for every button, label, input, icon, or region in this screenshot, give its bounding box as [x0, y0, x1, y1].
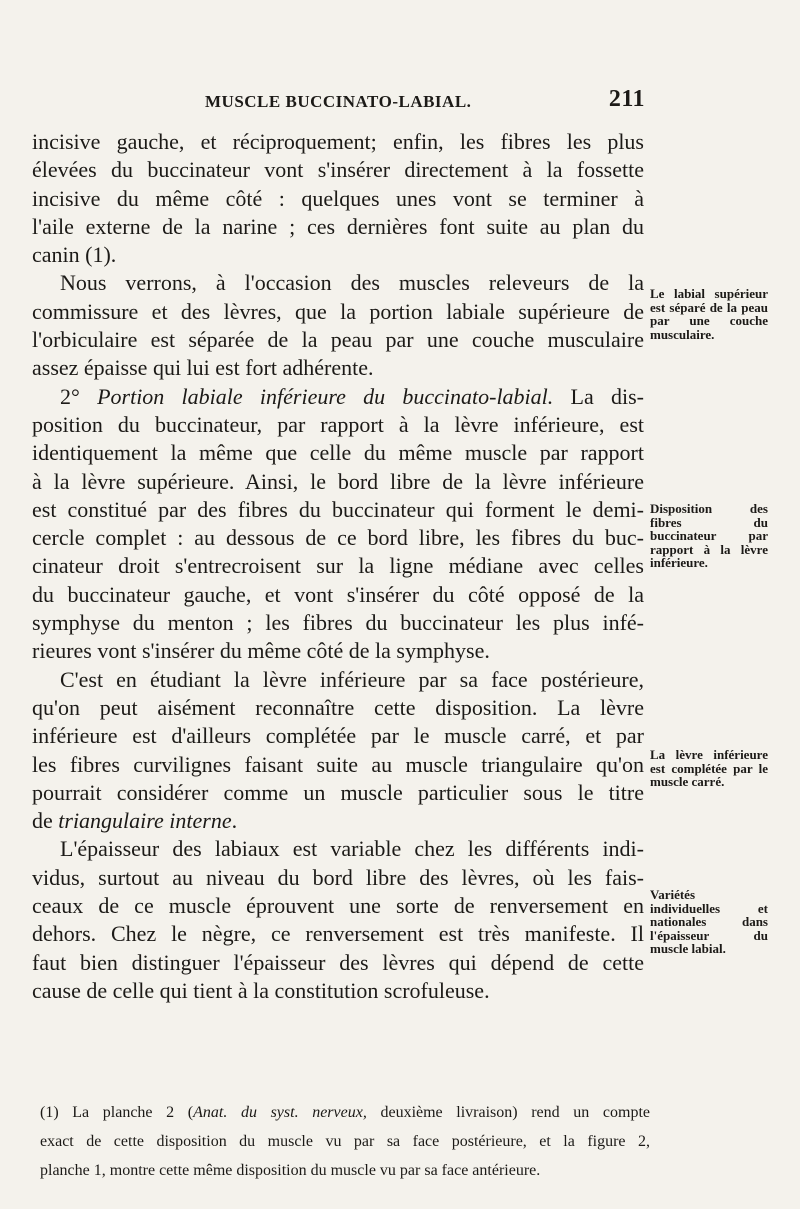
sidenote-2: Disposition des fibres du buccinateur par rapport à la lèvre inférieure. — [650, 501, 768, 570]
footnote-prefix: (1) La planche 2 ( — [40, 1104, 194, 1121]
heading-continuation: La dis- — [553, 383, 645, 409]
text-line: cause de celle qui tient à la constitution scrofuleuse. — [32, 977, 490, 1003]
page-number: 211 — [608, 86, 645, 112]
text-line: faut bien distinguer l'épaisseur des lèvres qui dépend de cette — [32, 949, 644, 975]
section-title: Portion labiale inférieure du buccinato-labial. — [97, 383, 554, 409]
text-line: commissure et des lèvres, que la portion labiale supérieure de — [32, 298, 644, 324]
text-line: cercle complet : au dessous de ce bord libre, les fibres du buc- — [32, 525, 644, 551]
text-line: dehors. Chez le nègre, ce renversement est très manifeste. Il — [32, 921, 644, 947]
line-suffix: . — [231, 808, 238, 834]
footnote-line: exact de cette disposition du muscle vu par sa face postérieure, et la figure 2, — [40, 1133, 650, 1150]
paragraph-3 — [32, 383, 644, 666]
text-line: l'aile externe de la narine ; ces dernières font suite au plan du — [32, 213, 644, 239]
text-line: position du buccinateur, par rapport à la lèvre inférieure, est — [32, 411, 644, 437]
paragraph-1 — [32, 128, 644, 269]
footnote-line — [40, 1098, 650, 1127]
footnote-rest: deuxième livraison) rend un compte — [366, 1104, 651, 1121]
text-line: C'est en étudiant la lèvre inférieure par sa face postérieure, — [60, 666, 644, 692]
footnote-line: planche 1, montre cette même disposition du muscle vu par sa face antérieure. — [40, 1162, 541, 1179]
text-line: est constitué par des fibres du buccinateur qui forment le demi- — [32, 496, 644, 522]
text-line: symphyse du menton ; les fibres du buccinateur les plus infé- — [32, 610, 644, 636]
text-line: cinateur droit s'entrecroisent sur la ligne médiane avec celles — [32, 553, 644, 579]
text-line: l'orbiculaire est séparée de la peau par une couche musculaire — [32, 327, 644, 353]
text-line: identiquement la même que celle du même muscle par rapport — [32, 440, 644, 466]
text-line: Nous verrons, à l'occasion des muscles releveurs de la — [60, 270, 644, 296]
running-title: MUSCLE BUCCINATO-LABIAL. — [205, 92, 472, 111]
text-line: les fibres curvilignes faisant suite au muscle triangulaire qu'on — [32, 751, 644, 777]
sidenote-3: La lèvre inférieure est complétée par le muscle carré. — [650, 747, 768, 789]
main-text — [32, 128, 644, 1005]
text-line: inférieure est d'ailleurs complétée par le muscle carré, et par — [32, 723, 644, 749]
text-line: incisive gauche, et réciproquement; enfin, les fibres les plus — [32, 129, 644, 154]
text-line: assez épaisse qui lui est fort adhérente. — [32, 355, 374, 381]
text-line: incisive du même côté : quelques unes vont se terminer à — [32, 185, 644, 211]
text-line: ceaux de ce muscle éprouvent une sorte de renversement en — [32, 893, 644, 919]
text-line: à la lèvre supérieure. Ainsi, le bord libre de la lèvre inférieure — [32, 468, 644, 494]
sidenote-4: Variétés individuelles et nationales dans l'épaisseur du muscle labial. — [650, 887, 768, 956]
italic-term: triangulaire interne — [58, 808, 232, 834]
line-prefix: de — [32, 808, 59, 834]
text-line: canin (1). — [32, 242, 117, 268]
section-heading-line — [32, 383, 644, 411]
footnote — [40, 1098, 650, 1185]
footnote-italic: Anat. du syst. nerveux, — [193, 1104, 367, 1121]
text-line: qu'on peut aisément reconnaître cette disposition. La lèvre — [32, 694, 644, 720]
text-line — [32, 807, 644, 835]
paragraph-5 — [32, 835, 644, 1005]
text-line: du buccinateur gauche, et vont s'insérer du côté opposé de la — [32, 581, 644, 607]
running-header — [205, 88, 645, 116]
text-line: L'épaisseur des labiaux est variable chez les différents indi- — [60, 836, 644, 862]
paragraph-2 — [32, 269, 644, 382]
text-line: rieures vont s'insérer du même côté de la symphyse. — [32, 638, 490, 664]
text-line: élevées du buccinateur vont s'insérer directement à la fossette — [32, 157, 644, 183]
paragraph-4 — [32, 666, 644, 836]
sidenote-1: Le labial supérieur est séparé de la peau par une couche musculaire. — [650, 286, 768, 342]
text-line: vidus, surtout au niveau du bord libre des lèvres, où les fais- — [32, 864, 644, 890]
text-line: pourrait considérer comme un muscle particulier sous le titre — [32, 779, 644, 805]
section-number: 2° — [60, 383, 80, 409]
